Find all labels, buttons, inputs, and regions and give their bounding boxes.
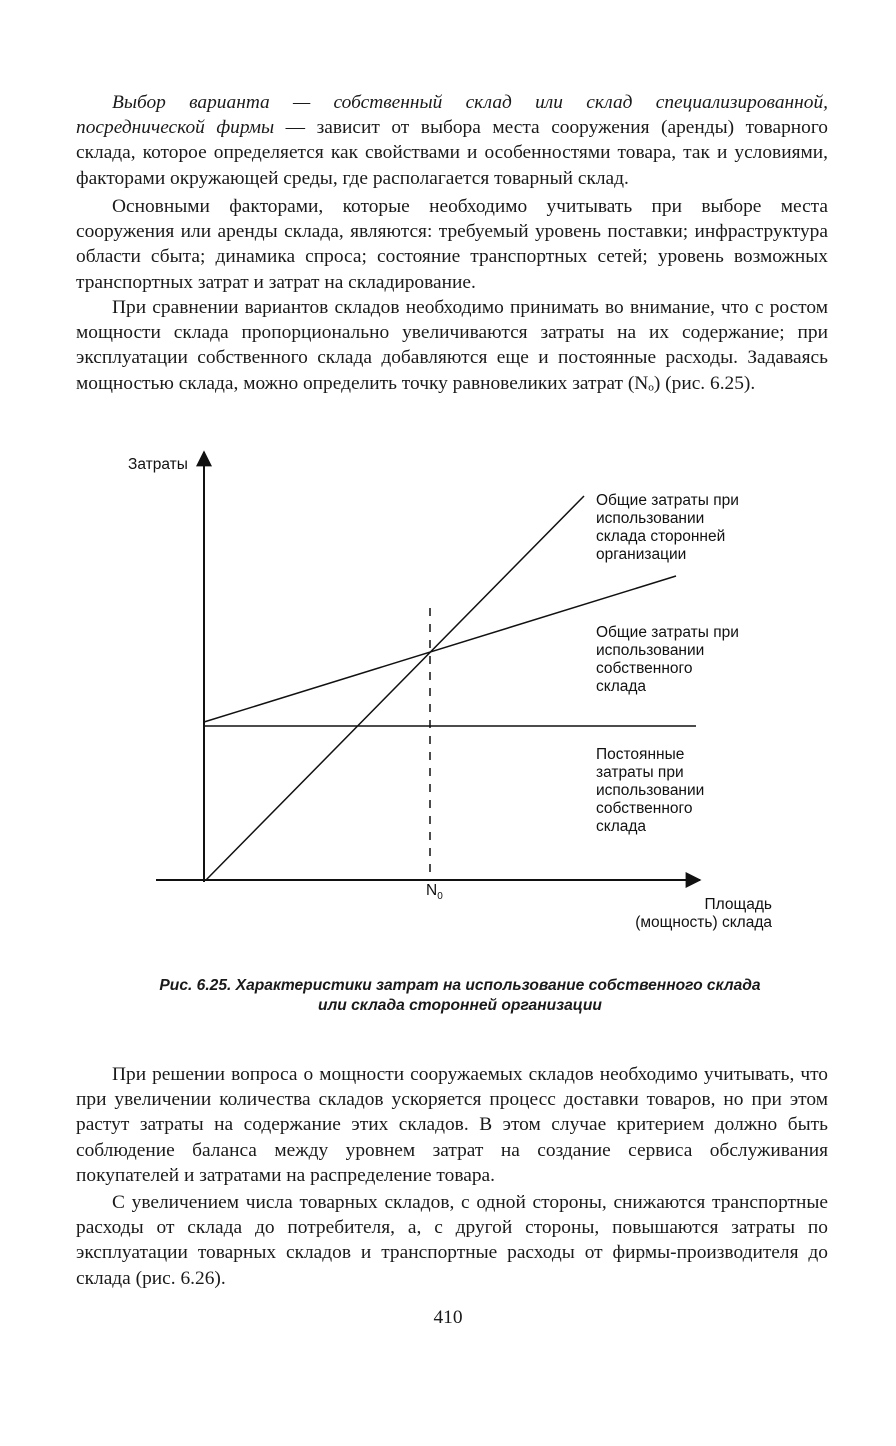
paragraph-text: — зависит от выбора места сооружения (аренды) товарного склада, которое определяется как свойствами и особенностями товара, так и условиями, факторами окружающей среды, где располагается товарный склад.	[76, 117, 828, 189]
paragraph-text: Основными факторами, которые необходимо учитывать при выборе места сооружения или аренды склада, являются: требуемый уровень поставки; инфраструктура области сбыта; динамика спроса; состояние транспортных сетей; уровень возможных транспортных затрат и затрат на складирование.	[76, 196, 828, 293]
figure-caption: Рис. 6.25. Характеристики затрат на использование собственного склада или склада сторонней организации	[159, 977, 761, 1014]
paragraph-warehouse-count	[76, 1190, 828, 1291]
page-number: 410	[433, 1307, 463, 1328]
paragraph-text: С увеличением числа товарных складов, с одной стороны, снижаются транспортные расходы от склада до потребителя, а, с другой стороны, повышаются затраты по эксплуатации товарных складов и транспортные расходы от фирмы-производителя до склада (рис. 6.26).	[76, 1192, 828, 1289]
paragraph-lead-italic: Выбор варианта — собственный склад или склад специализированной, посреднической фирмы	[76, 92, 828, 139]
paragraph-text: При сравнении вариантов складов необходимо принимать во внимание, что с ростом мощности склада пропорционально увеличиваются затраты на их содержание; при эксплуатации собственного склада добавляются еще и постоянные расходы. Задаваясь мощностью склада, можно определить точку равновеликих затрат (Nₒ) (рис. 6.25).	[76, 297, 828, 394]
own-costs-label: Общие затраты при использовании собственного склада	[596, 624, 739, 695]
n0-subscript: 0	[437, 891, 443, 903]
n0-letter: N	[426, 882, 438, 899]
paragraph-location-factors	[76, 194, 828, 295]
paragraph-text: При решении вопроса о мощности сооружаемых складов необходимо учитывать, что при увеличении количества складов ускоряется процесс доставки товаров, но при этом растут затраты на содержание этих складов. В этом случае критерием должно быть соблюдение баланса между уровнем затрат на создание сервиса обслуживания покупателей и затратами на распределение товара.	[76, 1064, 828, 1186]
paragraph-cost-comparison	[76, 295, 828, 396]
cost-diagram	[0, 440, 896, 960]
paragraph-warehouse-capacity	[76, 1062, 828, 1188]
line-external-total-costs	[206, 496, 584, 880]
n0-label	[426, 882, 443, 906]
fixed-costs-label: Постоянные затраты при использовании собственного склада	[596, 746, 705, 835]
paragraph-warehouse-choice	[76, 90, 828, 191]
x-axis-label: Площадь (мощность) склада	[635, 896, 772, 931]
figure-6-25	[0, 440, 896, 960]
y-axis-label: Затраты	[128, 456, 188, 473]
external-costs-label: Общие затраты при использовании склада сторонней организации	[596, 492, 739, 563]
